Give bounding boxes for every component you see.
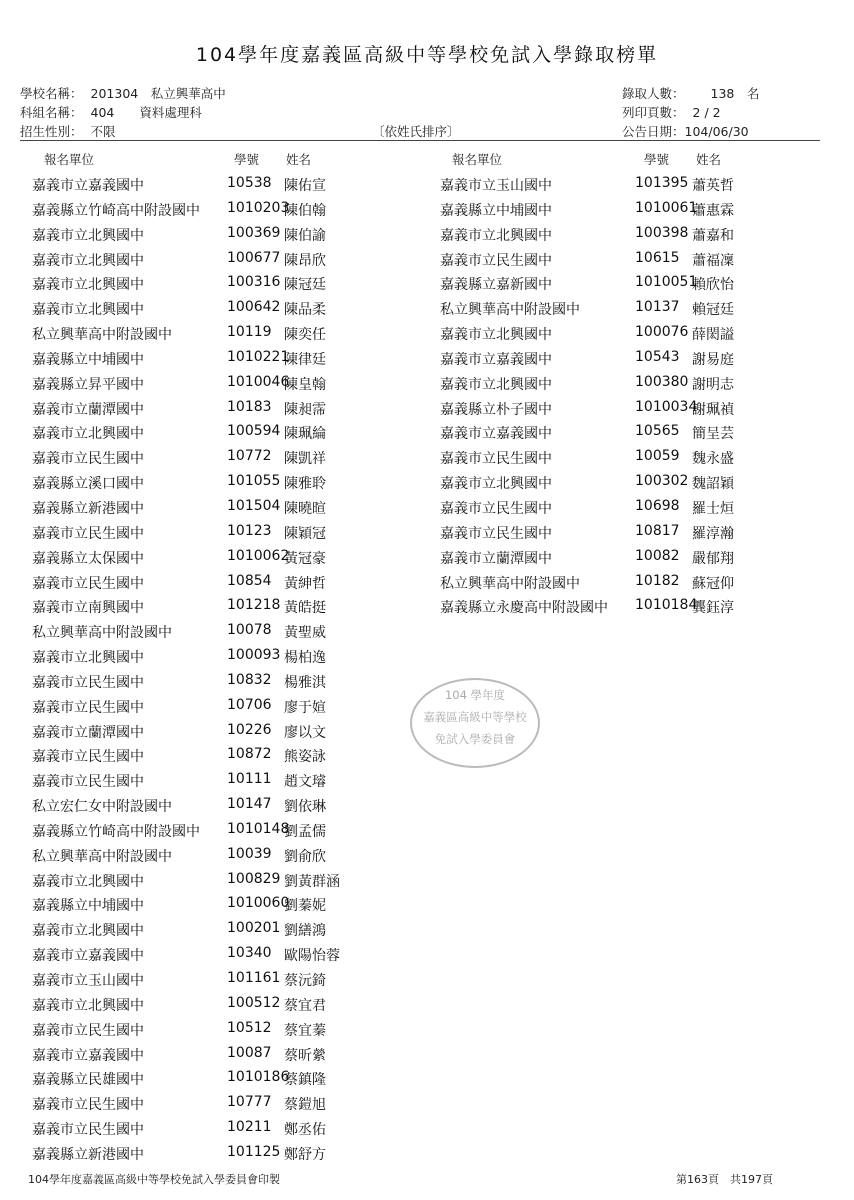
student-id: 100398: [635, 224, 689, 241]
school-name: 嘉義市立北興國中: [440, 327, 552, 344]
school-name: 嘉義縣立竹崎高中附設國中: [32, 202, 200, 219]
footer-page-number: 第163頁 共197頁: [676, 1173, 773, 1186]
student-name: 陳昶霈: [284, 401, 326, 418]
student-id: 10854: [227, 572, 272, 589]
gender-label: 招生性別：: [20, 124, 83, 139]
student-name: 陳穎冠: [284, 525, 326, 542]
school-name: 嘉義市立民生國中: [32, 699, 144, 716]
student-name: 陳皇翰: [284, 376, 326, 393]
student-name: 蔡鎮隆: [284, 1072, 326, 1089]
student-name: 簡呈芸: [692, 426, 734, 443]
stamp-line-3: 免試入學委員會: [434, 732, 516, 746]
col-head-name-left: 姓名: [286, 152, 312, 167]
student-id: 10538: [227, 175, 272, 191]
school-label: 學校名稱：: [20, 86, 83, 101]
student-id: 100201: [227, 920, 281, 937]
school-name: 嘉義縣立太保國中: [32, 550, 144, 567]
student-name: 蕭惠霖: [692, 202, 734, 219]
student-id: 10832: [227, 671, 272, 688]
student-id: 10082: [635, 547, 680, 564]
student-id: 100642: [227, 299, 281, 316]
student-id: 101125: [227, 1143, 281, 1160]
school-name: 嘉義市立北興國中: [32, 302, 144, 319]
sort-note: 〔依姓氏排序〕: [372, 124, 460, 139]
student-id: 10183: [227, 398, 272, 415]
student-name: 陳佑宣: [284, 178, 326, 194]
school-name: 嘉義市立民生國中: [440, 451, 552, 468]
student-name: 蔡鎧旭: [284, 1097, 326, 1114]
student-id: 101161: [227, 970, 281, 986]
student-id: 100829: [227, 870, 281, 887]
school-name: 嘉義市立民生國中: [32, 451, 144, 468]
student-id: 101395: [635, 175, 689, 191]
col-head-school-right: 報名單位: [452, 152, 503, 167]
student-id: 10872: [227, 746, 272, 763]
student-name: 蕭嘉和: [692, 227, 734, 244]
school-name: 嘉義縣立新港國中: [32, 500, 144, 517]
student-id: 10123: [227, 522, 272, 539]
student-name: 黃皓挺: [284, 600, 326, 617]
school-name: 嘉義縣立溪口國中: [32, 476, 144, 493]
student-id: 10777: [227, 1094, 272, 1111]
student-id: 1010034: [635, 398, 698, 415]
student-id: 100093: [227, 647, 281, 664]
dept-value: 404 資料處理科: [90, 105, 202, 120]
student-name: 蘇冠仰: [692, 575, 734, 592]
school-name: 嘉義市立民生國中: [440, 525, 552, 542]
admit-count: [622, 84, 759, 102]
school-name: 嘉義市立北興國中: [32, 277, 144, 294]
school-name: 嘉義市立蘭潭國中: [32, 724, 144, 741]
school-name: 嘉義市立民生國中: [440, 252, 552, 269]
student-name: 陳雅聆: [284, 476, 326, 493]
student-name: 陳品柔: [284, 302, 326, 319]
student-name: 龔鈺淳: [692, 600, 734, 617]
student-name: 楊雅淇: [284, 674, 326, 691]
student-id: 10565: [635, 423, 680, 440]
stamp-line-1: 104 學年度: [444, 688, 506, 702]
school-name: 嘉義縣立竹崎高中附設國中: [32, 823, 200, 840]
col-head-id-right: 學號: [644, 152, 670, 167]
student-id: 10111: [227, 771, 272, 788]
school-name: 嘉義市立南興國中: [32, 600, 144, 617]
student-id: 1010046: [227, 373, 290, 390]
school-name: 嘉義市立民生國中: [32, 575, 144, 592]
student-id: 100316: [227, 274, 281, 291]
school-name: 嘉義縣立昇平國中: [32, 376, 144, 393]
student-name: 魏永盛: [692, 451, 734, 468]
school-name: 私立興華高中附設國中: [32, 327, 172, 344]
student-id: 101055: [227, 473, 281, 490]
student-name: 趙文璿: [284, 774, 326, 791]
student-name: 劉蓁妮: [284, 898, 326, 915]
school-name: 嘉義縣立中埔國中: [32, 351, 144, 368]
student-name: 黃冠豪: [284, 550, 326, 567]
student-id: 10512: [227, 1019, 272, 1036]
student-id: 101218: [227, 597, 281, 614]
student-name: 陳奕任: [284, 327, 326, 344]
student-name: 陳律廷: [284, 351, 326, 368]
school-name: 嘉義市立民生國中: [440, 500, 552, 517]
student-name: 羅淳瀚: [692, 525, 734, 542]
page-title: 104學年度嘉義區高級中等學校免試入學錄取榜單: [195, 44, 659, 66]
school-name: 嘉義縣立中埔國中: [32, 898, 144, 915]
student-name: 陳冠廷: [284, 277, 326, 294]
school-name: 嘉義市立玉山國中: [32, 973, 144, 989]
student-id: 1010051: [635, 274, 698, 291]
student-id: 10137: [635, 299, 680, 316]
student-id: 1010060: [227, 895, 290, 912]
school-name: 嘉義市立民生國中: [32, 1097, 144, 1114]
student-id: 100076: [635, 324, 689, 341]
school-name: 嘉義市立民生國中: [32, 525, 144, 542]
student-name: 蔡宜蓁: [284, 1022, 326, 1039]
student-id: 10340: [227, 945, 272, 962]
student-name: 劉黃群涵: [284, 873, 340, 890]
student-id: 100380: [635, 373, 689, 390]
dept-info: [20, 103, 202, 121]
student-name: 廖于媗: [284, 699, 326, 716]
student-name: 羅士烜: [692, 500, 734, 517]
student-name: 賴冠廷: [692, 302, 734, 319]
student-name: 謝易庭: [692, 351, 734, 368]
school-name: 嘉義市立嘉義國中: [440, 351, 552, 368]
gender-info: [20, 122, 116, 140]
student-id: 100512: [227, 994, 281, 1011]
school-name: 嘉義市立玉山國中: [440, 178, 552, 194]
school-name: 嘉義縣立永慶高中附設國中: [440, 600, 608, 617]
dept-label: 科組名稱：: [20, 105, 83, 120]
school-name: 私立興華高中附設國中: [440, 575, 580, 592]
school-name: 嘉義縣立中埔國中: [440, 202, 552, 219]
date-value: 104/06/30: [684, 124, 749, 139]
student-id: 1010203: [227, 199, 290, 216]
student-name: 黃聖威: [284, 625, 326, 642]
student-id: 10226: [227, 721, 272, 738]
col-head-school-left: 報名單位: [44, 152, 95, 167]
student-id: 10615: [635, 249, 680, 266]
student-id: 100594: [227, 423, 281, 440]
admit-label: 錄取人數：: [622, 86, 685, 101]
school-name: 私立興華高中附設國中: [32, 848, 172, 865]
school-name: 嘉義市立北興國中: [440, 476, 552, 493]
stamp-line-2: 嘉義區高級中等學校: [423, 710, 527, 724]
student-id: 100677: [227, 249, 281, 266]
pages-label: 列印頁數：: [622, 105, 685, 120]
student-name: 鄭丞佑: [284, 1122, 326, 1139]
school-name: 嘉義市立民生國中: [32, 1122, 144, 1139]
student-name: 黃紳哲: [284, 575, 326, 592]
school-name: 嘉義市立北興國中: [32, 923, 144, 940]
school-name: 嘉義市立蘭潭國中: [440, 550, 552, 567]
student-id: 100369: [227, 224, 281, 241]
student-name: 謝明志: [692, 376, 734, 393]
student-id: 10211: [227, 1119, 272, 1136]
student-name: 陳珮綸: [284, 426, 326, 443]
school-name: 私立興華高中附設國中: [32, 625, 172, 642]
student-name: 陳曉暄: [284, 500, 326, 517]
school-name: 嘉義縣立嘉新國中: [440, 277, 552, 294]
student-id: 1010148: [227, 820, 290, 837]
student-name: 陳昂欣: [284, 252, 326, 269]
gender-value: 不限: [90, 124, 116, 139]
school-name: 嘉義市立民生國中: [32, 1022, 144, 1039]
school-name: 嘉義縣立民雄國中: [32, 1072, 144, 1089]
school-name: 嘉義市立民生國中: [32, 674, 144, 691]
school-name: 嘉義市立北興國中: [32, 650, 144, 667]
student-id: 1010221: [227, 348, 290, 365]
student-name: 鄭舒方: [284, 1146, 326, 1163]
school-name: 嘉義市立北興國中: [32, 426, 144, 443]
student-id: 10039: [227, 845, 272, 862]
student-id: 10147: [227, 796, 272, 813]
student-id: 1010062: [227, 547, 290, 564]
student-name: 薛閎謚: [692, 327, 734, 344]
student-name: 陳伯諭: [284, 227, 326, 244]
student-name: 蕭福凜: [692, 252, 734, 269]
student-id: 10119: [227, 324, 272, 341]
school-name: 嘉義縣立朴子國中: [440, 401, 552, 418]
student-name: 劉依琳: [284, 799, 326, 816]
school-name: 嘉義市立北興國中: [32, 873, 144, 890]
student-id: 10698: [635, 497, 680, 514]
school-name: 嘉義縣立新港國中: [32, 1146, 144, 1163]
col-head-name-right: 姓名: [696, 152, 722, 167]
student-name: 蔡沅錡: [284, 973, 326, 989]
student-id: 100302: [635, 473, 689, 490]
student-id: 10817: [635, 522, 680, 539]
student-name: 魏詔穎: [692, 476, 734, 493]
print-pages: [622, 103, 721, 121]
student-name: 廖以文: [284, 724, 326, 741]
student-name: 劉繕鴻: [284, 923, 326, 940]
school-name: 嘉義市立嘉義國中: [440, 426, 552, 443]
student-name: 蔡昕縈: [284, 1047, 326, 1064]
announce-date: [622, 122, 749, 140]
school-name: 嘉義市立嘉義國中: [32, 1047, 144, 1064]
school-info: [20, 84, 226, 102]
student-id: 10543: [635, 348, 680, 365]
school-name: 嘉義市立北興國中: [32, 252, 144, 269]
school-name: 嘉義市立民生國中: [32, 774, 144, 791]
student-id: 10059: [635, 448, 680, 465]
student-id: 1010061: [635, 199, 698, 216]
school-value: 201304 私立興華高中: [90, 86, 226, 101]
school-name: 嘉義市立北興國中: [32, 227, 144, 244]
school-name: 嘉義市立北興國中: [440, 227, 552, 244]
student-id: 10078: [227, 622, 272, 639]
student-name: 歐陽怡蓉: [284, 948, 340, 965]
school-name: 私立興華高中附設國中: [440, 302, 580, 319]
committee-seal-stamp: [410, 678, 540, 768]
student-name: 蕭英哲: [692, 178, 734, 194]
student-name: 陳凱祥: [284, 451, 326, 468]
footer-printer: 104學年度嘉義區高級中等學校免試入學委員會印製: [28, 1173, 280, 1186]
student-id: 10087: [227, 1044, 272, 1061]
student-name: 陳伯翰: [284, 202, 326, 219]
student-name: 熊姿詠: [284, 749, 326, 766]
school-name: 私立宏仁女中附設國中: [32, 799, 172, 816]
student-name: 賴欣怡: [692, 277, 734, 294]
student-id: 101504: [227, 497, 281, 514]
student-id: 10772: [227, 448, 272, 465]
student-id: 1010184: [635, 597, 698, 614]
col-head-id-left: 學號: [234, 152, 260, 167]
student-name: 楊柏逸: [284, 650, 326, 667]
student-id: 10182: [635, 572, 680, 589]
student-id: 1010186: [227, 1069, 290, 1086]
school-name: 嘉義市立嘉義國中: [32, 178, 144, 194]
student-name: 蔡宜君: [284, 997, 326, 1014]
admit-value: 138 名: [710, 86, 760, 101]
school-name: 嘉義市立嘉義國中: [32, 948, 144, 965]
student-name: 劉俞欣: [284, 848, 326, 865]
pages-value: 2 / 2: [692, 105, 721, 120]
school-name: 嘉義市立北興國中: [440, 376, 552, 393]
school-name: 嘉義市立民生國中: [32, 749, 144, 766]
student-name: 劉孟儒: [284, 823, 326, 840]
school-name: 嘉義市立蘭潭國中: [32, 401, 144, 418]
school-name: 嘉義市立北興國中: [32, 997, 144, 1014]
date-label: 公告日期：: [622, 124, 685, 139]
student-name: 謝珮禎: [692, 401, 734, 418]
header-rule: [20, 140, 820, 141]
student-id: 10706: [227, 696, 272, 713]
student-name: 嚴郁翔: [692, 550, 734, 567]
